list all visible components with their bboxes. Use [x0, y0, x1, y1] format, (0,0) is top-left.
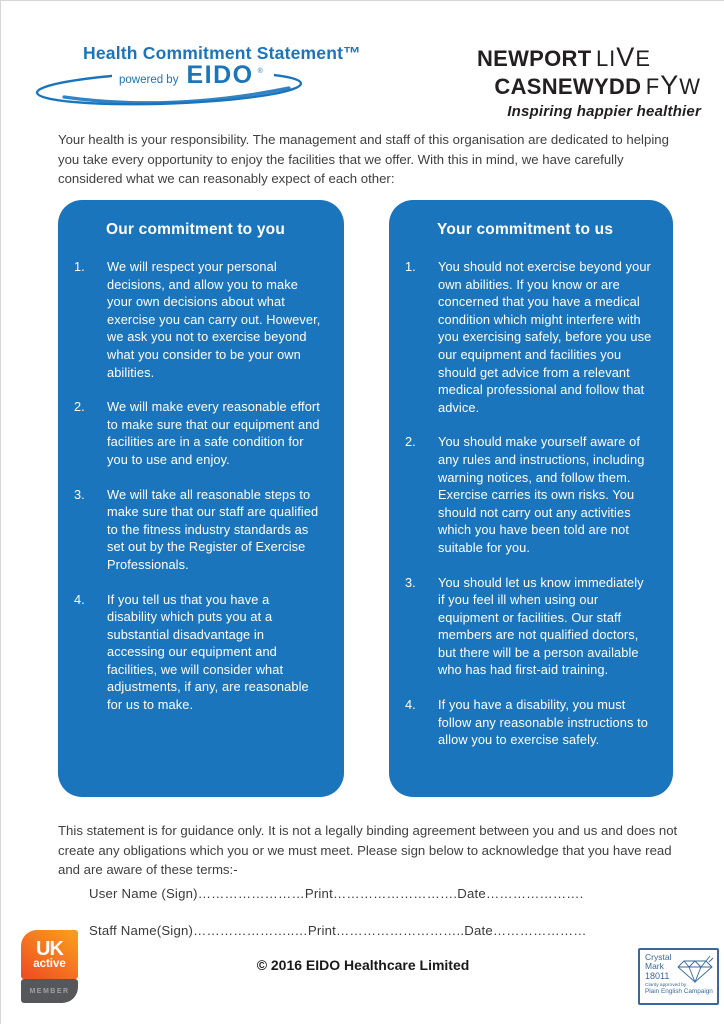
user-signature-line: User Name (Sign)……………………Print……………………….Date…………………. — [89, 886, 584, 901]
list-item — [389, 574, 673, 680]
our-commitment-title: Our commitment to you — [106, 221, 286, 238]
brand-f: F — [645, 74, 661, 100]
ukactive-active-text: active — [33, 957, 66, 970]
item-number: 2. — [405, 434, 416, 450]
brand-casnewydd: CASNEWYDD — [494, 74, 642, 100]
crystal-mark-badge — [638, 948, 719, 1005]
item-text: If you tell us that you have a disability which puts you at a substantial disadvantage in accessing our equipment and facilities, we will consider what adjustments, if any, are reasonable for us to make. — [107, 591, 309, 713]
our-commitment-box — [58, 200, 344, 797]
item-text: If you have a disability, you must follow any reasonable instructions to allow you to exercise safely. — [438, 697, 648, 748]
list-item — [58, 258, 344, 381]
crystal-line1: Crystal — [645, 952, 672, 962]
brand-y-glyph: Y — [660, 70, 680, 101]
guidance-statement: This statement is for guidance only. It is not a legally binding agreement between you and us and does not create any obligations which you or we must meet. Please sign below to acknowledge that you have read and are aware of these terms:- — [58, 823, 678, 877]
eido-wordmark: EIDO — [186, 61, 254, 89]
item-text: You should not exercise beyond your own abilities. If you know or are concerned that you have a medical condition which might interfere with you exercising safely, before you use our equipment and facilities you should get advice from a relevant medical professional and follow that advice. — [438, 259, 652, 415]
crystal-line2: Mark — [645, 960, 664, 971]
your-commitment-title: Your commitment to us — [437, 221, 614, 238]
ukactive-member-strip — [21, 979, 78, 1003]
item-text: You should make yourself aware of any rules and instructions, including warning notices, and follow them. Exercise carries its own risks. You should not carry out any activities which you have been told are not suitable for you. — [438, 434, 645, 555]
ukactive-uk-text: UK — [36, 937, 63, 960]
list-item — [58, 398, 344, 468]
brand-line1 — [453, 43, 651, 71]
your-commitment-list — [389, 258, 673, 749]
crystal-approved-text: Clarity approved by — [645, 983, 687, 989]
list-item — [389, 696, 673, 749]
crystal-number: 18011 — [645, 970, 670, 981]
powered-by-label: powered by — [119, 74, 179, 86]
item-text: We will take all reasonable steps to make sure that our staff are qualified to the fitness industry standards as set out by the Register of Exercise Professionals. — [107, 486, 319, 572]
item-text: You should let us know immediately if you feel ill when using our equipment or facilities. Our staff members are not qualified doctors, but there will be a person available who has had first-aid training. — [438, 574, 644, 678]
list-item — [389, 433, 673, 556]
crystal-campaign-text: Plain English Campaign — [645, 988, 713, 996]
item-text: We will respect your personal decisions, and allow you to make your own decisions about what exercise you can carry out. However, we ask you not to exercise beyond what you consider to be your own abilities. — [107, 259, 321, 380]
eido-swoosh-logo — [34, 61, 304, 112]
list-item — [58, 591, 344, 714]
item-number: 1. — [405, 259, 416, 274]
brand-w: W — [679, 74, 701, 100]
powered-by-eido — [112, 61, 274, 89]
brand-tagline: Inspiring happier healthier — [507, 103, 701, 121]
list-item — [389, 258, 673, 416]
intro-paragraph: Your health is your responsibility. The management and staff of this organisation are dedicated to helping you take every opportunity to enjoy the facilities that we offer. With this in mind, we have carefully considered what we can reasonably expect of each other: — [58, 132, 669, 186]
copyright-text: © 2016 EIDO Healthcare Limited — [256, 957, 470, 973]
your-commitment-box — [389, 200, 673, 797]
our-commitment-list — [58, 258, 344, 714]
item-number: 2. — [74, 399, 85, 415]
item-number: 1. — [74, 259, 85, 274]
item-number: 3. — [405, 574, 416, 590]
hcs-logo-title: Health Commitment Statement™ — [83, 43, 361, 63]
brand-v-glyph: V — [616, 42, 636, 72]
list-item — [58, 486, 344, 574]
newport-live-logo — [453, 43, 701, 120]
item-number: 3. — [74, 486, 85, 502]
ukactive-member-text: MEMBER — [29, 987, 70, 995]
staff-signature-line: Staff Name(Sign)…………………..…Print………………………..Date………………… — [89, 923, 587, 938]
brand-newport: NEWPORT — [476, 46, 592, 71]
item-number: 4. — [405, 697, 416, 713]
brand-li: LI — [595, 46, 617, 71]
registered-mark: ® — [257, 68, 263, 75]
item-text: We will make every reasonable effort to make sure that our equipment and facilities are in a safe condition for you to use and enjoy. — [107, 399, 320, 467]
brand-line2 — [453, 71, 701, 99]
diamond-icon — [676, 953, 714, 983]
brand-e: E — [635, 46, 651, 71]
item-number: 4. — [74, 591, 85, 607]
